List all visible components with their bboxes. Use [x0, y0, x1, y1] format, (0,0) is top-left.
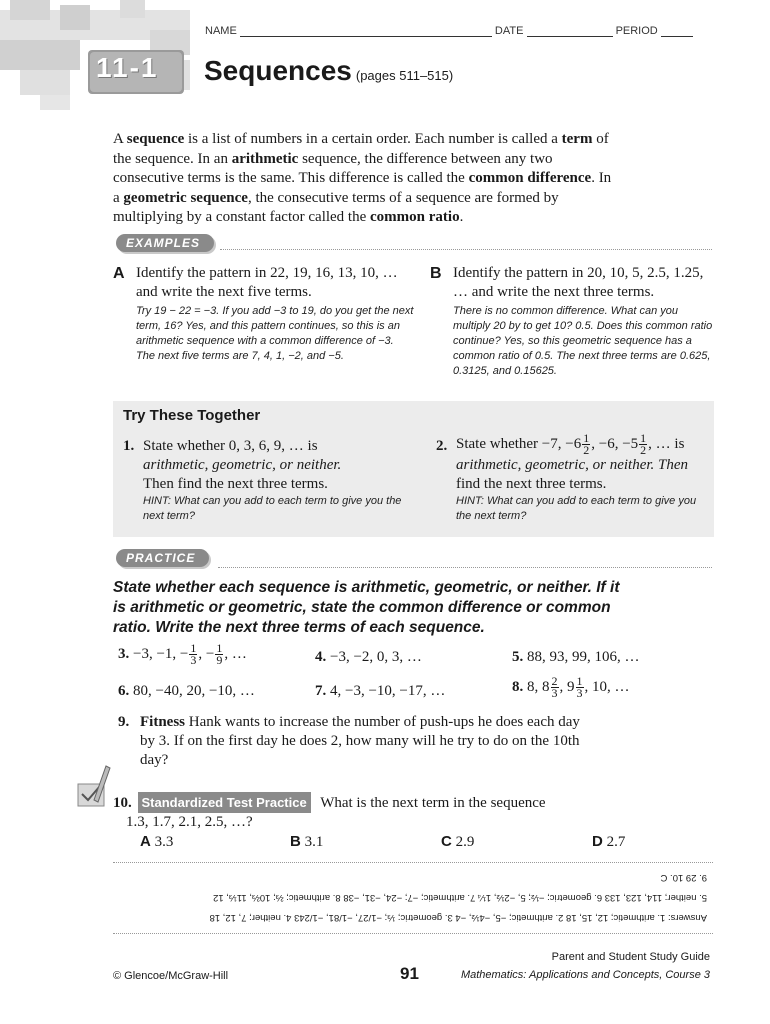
intro-text: of the sequence. In an	[113, 131, 609, 167]
standardized-test-badge: Standardized Test Practice	[138, 792, 311, 813]
question-5-text: 88, 93, 99, 106, …	[527, 649, 640, 665]
page-title	[204, 55, 453, 87]
question-1-line3: Then find the next three terms.	[143, 476, 328, 492]
fraction-denominator: 2	[583, 443, 590, 457]
header-fields	[205, 24, 693, 37]
examples-divider	[220, 249, 712, 250]
intro-text: is a list of numbers in a certain order. Each number is called a	[184, 131, 562, 147]
period-field[interactable]	[661, 24, 693, 37]
example-a	[113, 264, 413, 364]
try-together-box	[113, 401, 714, 537]
question-2-post: , … is	[648, 435, 685, 452]
question-9-label: Fitness	[140, 714, 185, 730]
try-together-title: Try These Together	[123, 407, 261, 424]
header-decoration	[0, 0, 200, 115]
fraction-numerator: 1	[640, 431, 647, 445]
question-2-pre: State whether −7, −6	[456, 435, 582, 452]
intro-text: . In a	[113, 170, 612, 206]
fraction	[576, 676, 584, 699]
fraction	[215, 643, 223, 666]
pencil-check-icon	[72, 762, 112, 815]
example-b-solution: There is no common difference. What can you multiply 20 by to get 10? 0.5. Does this common ratio continue? Yes, so this geometric sequence has a common ratio of 0.5. The next three terms are 0.625, 0.3125, and 0.15625.	[453, 305, 713, 377]
intro-text: A	[113, 131, 127, 147]
choice-a-letter: A	[140, 833, 151, 850]
question-7-text: 4, −3, −10, −17, …	[330, 683, 446, 699]
answers-box	[113, 862, 713, 934]
question-3-pre: −3, −1, −	[133, 645, 189, 662]
choice-b-letter: B	[290, 833, 301, 850]
question-1	[123, 437, 413, 524]
example-a-solution: Try 19 − 22 = −3. If you add −3 to 19, do you get the next term, 16? Yes, and this pattern continues, so this is an arithmetic sequence with a common difference of −3. The next five terms are 7, 4, 1, −2, and −5.	[136, 305, 414, 362]
question-1-hint: HINT: What can you add to each term to give you the next term?	[143, 495, 402, 522]
question-2-number: 2.	[436, 438, 448, 454]
choice-d-value: 2.7	[606, 834, 626, 850]
practice-label: PRACTICE	[116, 549, 209, 567]
question-8-post: , 10, …	[584, 678, 630, 695]
fraction-numerator: 1	[216, 641, 223, 655]
question-9-number: 9.	[118, 714, 130, 730]
fraction-denominator: 3	[551, 686, 558, 700]
example-a-letter: A	[113, 265, 125, 282]
question-7	[315, 682, 445, 701]
question-5-number: 5.	[512, 649, 524, 665]
example-b-letter: B	[430, 265, 442, 282]
fraction	[551, 676, 559, 699]
example-a-prompt: Identify the pattern in 22, 19, 16, 13, 10, … and write the next five terms.	[136, 265, 398, 300]
question-1-line2: arithmetic, geometric, or neither.	[143, 457, 342, 473]
choice-b-value: 3.1	[304, 834, 324, 850]
question-9	[118, 713, 598, 770]
answers-line1: Answers: 1. arithmetic; 12, 15, 18 2. arithmetic; −5, −4½, −4 3. geometric; ⅓; −1/27, −1/81, −1/243 4. neither; 7, 12, 18	[209, 912, 707, 923]
question-3-mid: , −	[198, 645, 215, 662]
intro-paragraph	[113, 130, 613, 228]
question-1-line1: State whether 0, 3, 6, 9, … is	[143, 438, 318, 454]
question-7-number: 7.	[315, 683, 327, 699]
choice-a-value: 3.3	[154, 834, 174, 850]
examples-label: EXAMPLES	[116, 234, 214, 252]
question-3-number: 3.	[118, 645, 130, 662]
example-b-prompt: Identify the pattern in 20, 10, 5, 2.5, 1.25, … and write the next three terms.	[453, 265, 704, 300]
fraction-denominator: 2	[640, 443, 647, 457]
footer-page-number: 91	[400, 964, 419, 983]
question-10-number: 10.	[113, 795, 132, 811]
practice-banner	[116, 549, 209, 567]
choice-c[interactable]	[441, 832, 474, 852]
question-2-mid: , −6, −5	[591, 435, 639, 452]
fraction	[582, 433, 590, 456]
question-8-mid: , 9	[559, 678, 575, 695]
question-8-pre: 8, 8	[527, 678, 550, 695]
question-9-text: Hank wants to increase the number of push-ups he does each day by 3. If on the first day he does 2, how many will he try to do on the 10th day?	[140, 714, 580, 768]
question-10-text: What is the next term in the sequence	[320, 795, 546, 811]
choice-c-value: 2.9	[455, 834, 475, 850]
practice-divider	[218, 567, 712, 568]
question-5	[512, 648, 640, 667]
question-2-line2: arithmetic, geometric, or neither. Then	[456, 457, 689, 473]
intro-term: common difference	[468, 170, 592, 186]
intro-term: common ratio	[370, 209, 460, 225]
question-2-hint: HINT: What can you add to each term to give you the next term?	[456, 495, 697, 522]
fraction	[189, 643, 197, 666]
question-3-post: , …	[224, 645, 247, 662]
name-label: NAME	[205, 25, 237, 37]
example-b	[430, 264, 715, 379]
footer-guide: Parent and Student Study Guide	[551, 951, 710, 963]
period-label: PERIOD	[615, 25, 658, 37]
title-pages: (pages 511–515)	[355, 68, 454, 83]
footer-copyright: © Glencoe/McGraw-Hill	[113, 970, 229, 982]
question-2	[436, 433, 714, 524]
lesson-number: 11-1	[96, 52, 159, 83]
name-field[interactable]	[240, 24, 492, 37]
fraction-denominator: 3	[576, 686, 583, 700]
choice-a[interactable]	[140, 832, 173, 852]
practice-directions: State whether each sequence is arithmetic, geometric, or neither. If it is arithmetic or geometric, state the common difference or common ratio. Write the next three terms of each sequence.	[113, 579, 620, 636]
question-4	[315, 648, 422, 667]
fraction-numerator: 1	[190, 641, 197, 655]
question-3	[118, 643, 247, 666]
date-field[interactable]	[527, 24, 613, 37]
question-4-number: 4.	[315, 649, 327, 665]
fraction-denominator: 3	[190, 653, 197, 667]
fraction	[639, 433, 647, 456]
question-2-line3: find the next three terms.	[456, 476, 607, 492]
answers-line2: 5. neither; 114, 123, 133 6. geometric; −½; 5, −2½, 1¼ 7. arithmetic; −7; −24, −31, −38 8. arithmetic; ⅔; 10⅔, 11⅓, 12	[213, 892, 707, 903]
choice-c-letter: C	[441, 833, 452, 850]
intro-term: geometric sequence	[123, 189, 248, 206]
date-label: DATE	[494, 25, 524, 37]
question-6	[118, 682, 255, 701]
intro-text: , the consecutive terms of a sequence are formed by multiplying by a constant factor called the	[113, 189, 559, 225]
intro-text: sequence, the difference between any two consecutive terms is the same. This difference is called the	[113, 150, 553, 186]
choice-d[interactable]	[592, 832, 625, 852]
examples-banner	[116, 234, 214, 252]
fraction-denominator: 9	[216, 653, 223, 667]
question-6-text: 80, −40, 20, −10, …	[133, 683, 255, 699]
intro-term: sequence	[126, 131, 185, 147]
answers-content	[113, 863, 713, 933]
fraction-numerator: 2	[551, 674, 558, 688]
answers-line3: 9. 29 10. C	[660, 872, 707, 883]
choice-d-letter: D	[592, 833, 603, 850]
choice-b[interactable]	[290, 832, 323, 852]
question-10-sequence: 1.3, 1.7, 2.1, 2.5, …?	[126, 814, 253, 830]
question-1-number: 1.	[123, 438, 135, 454]
intro-term: arithmetic	[231, 150, 299, 167]
question-6-number: 6.	[118, 683, 130, 699]
fraction-numerator: 1	[583, 431, 590, 445]
footer-course: Mathematics: Applications and Concepts, Course 3	[460, 969, 710, 981]
question-4-text: −3, −2, 0, 3, …	[330, 649, 422, 665]
intro-text: .	[459, 209, 464, 225]
question-8-number: 8.	[512, 678, 524, 695]
fraction-numerator: 1	[576, 674, 583, 688]
title-text: Sequences	[204, 55, 352, 86]
question-10	[113, 792, 673, 832]
question-8	[512, 676, 630, 699]
intro-term: term	[561, 131, 593, 147]
